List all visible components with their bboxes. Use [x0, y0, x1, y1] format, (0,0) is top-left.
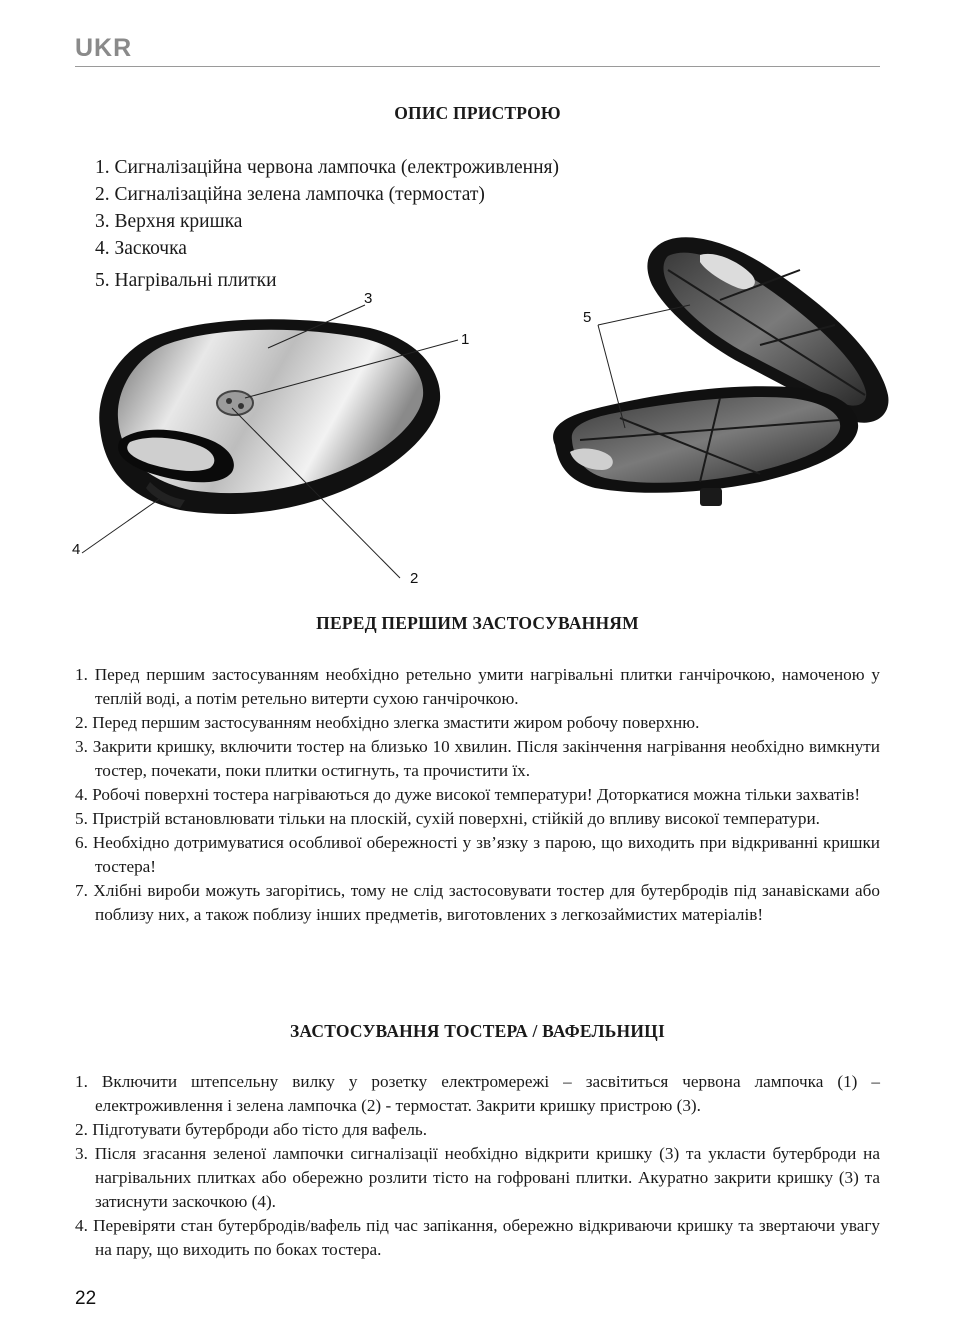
- list-item: 1. Включити штепсельну вилку у розетку електромережі – засвітиться червона лампочка (1) – електроживлення і зелена лампочка (2) - термостат. Закрити кришку пристрою (3).: [75, 1072, 880, 1115]
- list-item: 7. Хлібні вироби можуть загорітись, тому не слід застосовувати тостер для бутербродів під занавісками або поблизу них, а також поблизу інших предметів, виготовлених з легкозаймистих матеріалів!: [75, 881, 880, 924]
- section-title-usage: ЗАСТОСУВАННЯ ТОСТЕРА / ВАФЕЛЬНИЦІ: [290, 1021, 665, 1041]
- list-item: 3. Закрити кришку, включити тостер на близько 10 хвилин. Після закінчення нагрівання необхідно вимкнути тостер, почекати, поки плитки остигнуть, та прочистити їх.: [75, 737, 880, 780]
- parts-list-item: 5. Нагрівальні плитки: [95, 270, 277, 291]
- section-title-before-first-use: ПЕРЕД ПЕРШИМ ЗАСТОСУВАННЯМ: [316, 613, 639, 633]
- sandwich-toaster-illustration: [0, 0, 954, 600]
- list-item: 4. Робочі поверхні тостера нагріваються до дуже високої температури! Доторкатися можна тільки захватів!: [75, 785, 861, 804]
- list-item: 3. Після згасання зеленої лампочки сигналізації необхідно відкрити кришку (3) та укласти бутерброди на нагрівальних плитках або обережно розлити тісто на гофровані плитки. Акуратно закрити кришку (3) та затиснути заскочкою (4).: [75, 1144, 880, 1211]
- callout-4: 4: [72, 541, 81, 558]
- usage-list: [75, 1070, 880, 1262]
- list-item: 2. Підготувати бутерброди або тісто для вафель.: [75, 1120, 428, 1139]
- before-first-use-list: [75, 663, 880, 927]
- parts-list-item: 2. Сигналізаційна зелена лампочка (термостат): [95, 184, 485, 205]
- parts-list-item: 1. Сигналізаційна червона лампочка (електроживлення): [95, 157, 559, 178]
- callout-5: 5: [583, 309, 592, 326]
- list-item: 5. Пристрій встановлювати тільки на плоскій, сухій поверхні, стійкій до впливу високої температури.: [75, 809, 820, 828]
- callout-1: 1: [461, 331, 470, 348]
- parts-list-item: 3. Верхня кришка: [95, 211, 243, 232]
- callout-3: 3: [364, 290, 373, 307]
- language-label: UKR: [75, 34, 133, 62]
- open-toaster-drawing: [553, 237, 888, 506]
- parts-list-item: 4. Заскочка: [95, 238, 187, 259]
- callout-2: 2: [410, 570, 419, 587]
- closed-toaster-drawing: [99, 319, 440, 514]
- list-item: 6. Необхідно дотримуватися особливої обережності у зв’язку з парою, що виходить при відкриванні кришки тостера!: [75, 833, 880, 876]
- section-title-description: ОПИС ПРИСТРОЮ: [394, 103, 561, 123]
- page-number: 22: [75, 1288, 97, 1309]
- list-item: 4. Перевіряти стан бутербродів/вафель під час запікання, обережно відкриваючи кришку та звертаючи увагу на пару, що виходить по боках тостера.: [75, 1216, 880, 1259]
- list-item: 1. Перед першим застосуванням необхідно ретельно умити нагрівальні плитки ганчірочкою, намоченою у теплій воді, а потім ретельно витерти сухою ганчірочкою.: [75, 665, 880, 708]
- list-item: 2. Перед першим застосуванням необхідно злегка змастити жиром робочу поверхню.: [75, 713, 700, 732]
